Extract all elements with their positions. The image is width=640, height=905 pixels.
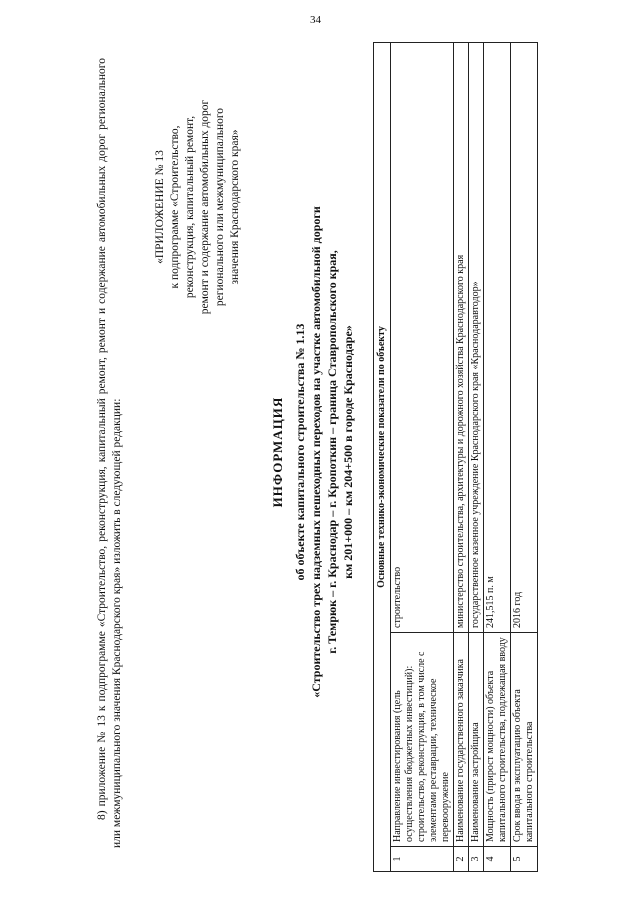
- row-value: строительство: [391, 43, 454, 633]
- rotated-page-content: [95, 32, 595, 872]
- appendix-line: «ПРИЛОЖЕНИЕ № 13: [154, 150, 166, 264]
- row-parameter: Наименование застройщика: [469, 633, 484, 847]
- row-parameter: Мощность (прирост мощности) объекта капитального строительства, подлежащая вводу: [484, 633, 511, 847]
- table-header-row: [374, 43, 391, 872]
- row-value: 2016 год: [511, 43, 538, 633]
- document-title: [270, 32, 356, 872]
- table-row: [511, 43, 538, 872]
- page-number: 34: [310, 14, 321, 26]
- title-line: г. Темрюк – г. Краснодар – г. Кропоткин – граница Ставропольского края,: [325, 250, 339, 654]
- appendix-line: ремонт и содержание автомобильных дорог: [199, 99, 211, 315]
- table-row: [391, 43, 454, 872]
- table-row: [454, 43, 469, 872]
- title-line: «Строительство трех надземных пешеходных переходов на участке автомобильной дороги: [309, 206, 323, 698]
- row-parameter: Направление инвестирования (цель осуществления бюджетных инвестиций): строительство, реконструкция, в том числе с элементами реставрации, техническое перевооружение: [391, 633, 454, 847]
- row-value: государственное казенное учреждение Краснодарского края «Краснодаравтодор»: [469, 43, 484, 633]
- appendix-line: регионального или межмуниципального: [214, 107, 226, 307]
- appendix-line: реконструкция, капитальный ремонт,: [184, 115, 196, 299]
- title-line: км 201+000 – км 204+500 в городе Краснодаре»: [341, 325, 355, 579]
- appendix-line: значения Краснодарского края»: [229, 129, 241, 285]
- row-number: 2: [454, 847, 469, 872]
- table-header: Основные технико-экономические показатели по объекту: [374, 43, 391, 872]
- intro-paragraph: [95, 58, 125, 848]
- row-number: 5: [511, 847, 538, 872]
- title-heading: ИНФОРМАЦИЯ: [270, 396, 285, 508]
- table-row: [469, 43, 484, 872]
- indicators-table: [373, 42, 538, 872]
- row-value: министерство строительства, архитектуры и дорожного хозяйства Краснодарского края: [454, 43, 469, 633]
- row-number: 3: [469, 847, 484, 872]
- intro-text: 8) приложение № 13 к подпрограмме «Строительство, реконструкция, капитальный ремонт, ремонт и содержание автомобильных дорог регионального или межмуниципального значения Краснодарского края» изложить в следующей редакции:: [96, 58, 123, 848]
- row-parameter: Наименование государственного заказчика: [454, 633, 469, 847]
- appendix-header: [153, 82, 243, 332]
- row-number: 4: [484, 847, 511, 872]
- title-line: об объекте капитального строительства № 1.13: [293, 323, 307, 581]
- row-number: 1: [391, 847, 454, 872]
- appendix-line: к подпрограмме «Строительство,: [169, 125, 181, 289]
- table-row: [484, 43, 511, 872]
- row-value: 241,515 п. м: [484, 43, 511, 633]
- row-parameter: Срок ввода в эксплуатацию объекта капитального строительства: [511, 633, 538, 847]
